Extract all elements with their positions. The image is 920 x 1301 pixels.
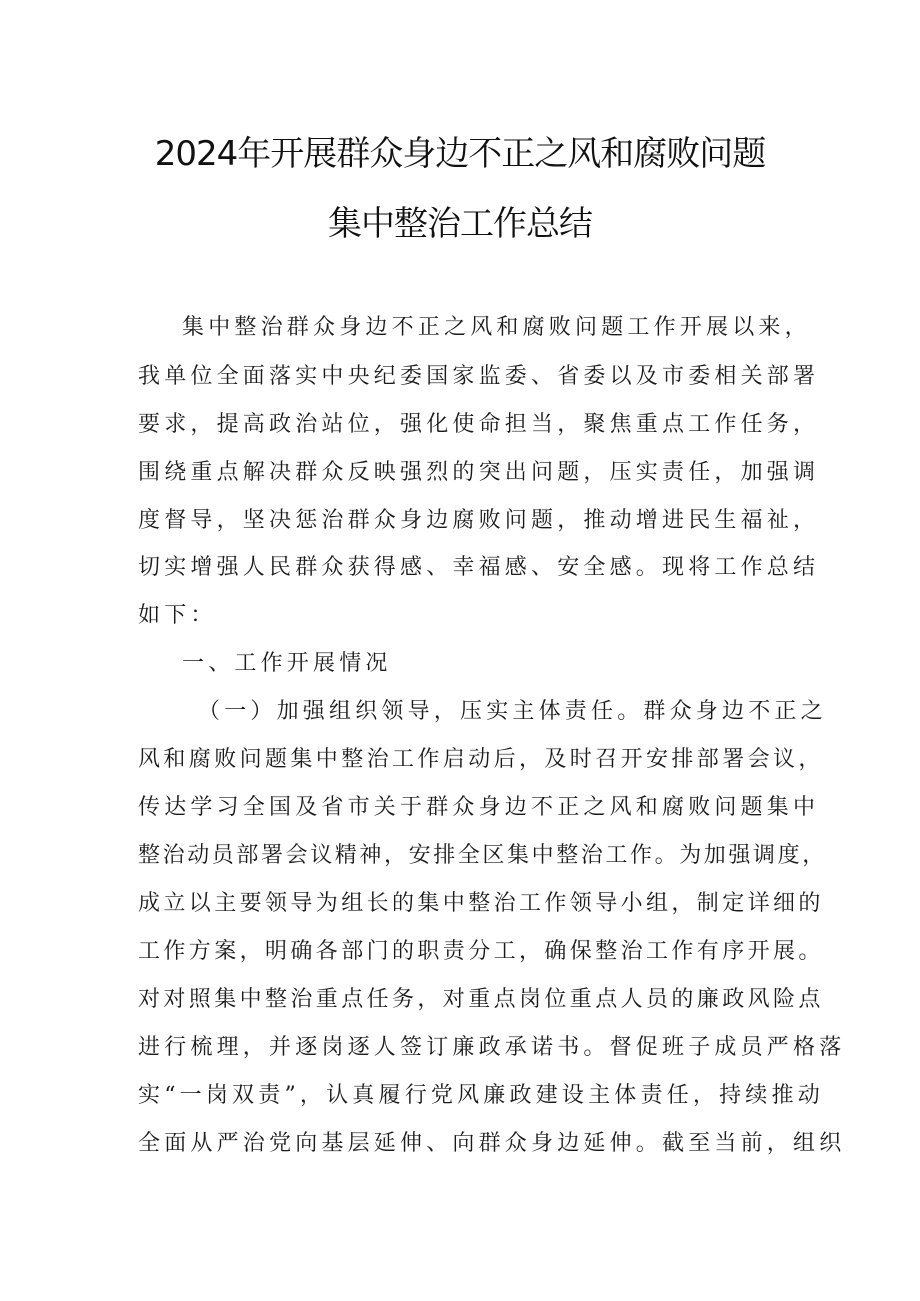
- document-title-line-1: 2024年开展群众身边不正之风和腐败问题: [154, 134, 766, 174]
- paragraph-line: 实“一岗双责”，认真履行党风廉政建设主体责任，持续推动: [138, 1083, 824, 1108]
- paragraph-line: 对对照集中整治重点任务，对重点岗位重点人员的廉政风险点: [138, 987, 824, 1012]
- paragraph-line: 成立以主要领导为组长的集中整治工作领导小组，制定详细的: [138, 891, 824, 916]
- paragraph-line: 集中整治群众身边不正之风和腐败问题工作开展以来，: [182, 315, 811, 340]
- paragraph-line: 如下：: [138, 603, 217, 628]
- section-heading: 一、工作开展情况: [182, 651, 392, 676]
- paragraph-line: 度督导，坚决惩治群众身边腐败问题，推动增进民生福祉，: [138, 508, 820, 533]
- paragraph-line: 风和腐败问题集中整治工作启动后，及时召开安排部署会议，: [138, 747, 824, 772]
- paragraph-line: 要求，提高政治站位，强化使命担当，聚焦重点工作任务，: [138, 412, 820, 437]
- paragraph-line: 切实增强人民群众获得感、幸福感、安全感。现将工作总结: [138, 555, 820, 580]
- paragraph-line: 工作方案，明确各部门的职责分工，确保整治工作有序开展。: [138, 939, 824, 964]
- paragraph-line: 全面从严治党向基层延伸、向群众身边延伸。截至当前，组织: [138, 1131, 846, 1156]
- paragraph-line: 进行梳理，并逐岗逐人签订廉政承诺书。督促班子成员严格落: [138, 1035, 846, 1060]
- paragraph-line: 我单位全面落实中央纪委国家监委、省委以及市委相关部署: [138, 364, 820, 389]
- paragraph-line: 整治动员部署会议精神，安排全区集中整治工作。为加强调度，: [138, 843, 827, 868]
- paragraph-line: 围绕重点解决群众反映强烈的突出问题，压实责任，加强调: [138, 460, 820, 485]
- paragraph-line: （一）加强组织领导，压实主体责任。群众身边不正之: [198, 699, 827, 724]
- paragraph-line: 传达学习全国及省市关于群众身边不正之风和腐败问题集中: [138, 795, 820, 820]
- document-title-line-2: 集中整治工作总结: [328, 204, 592, 244]
